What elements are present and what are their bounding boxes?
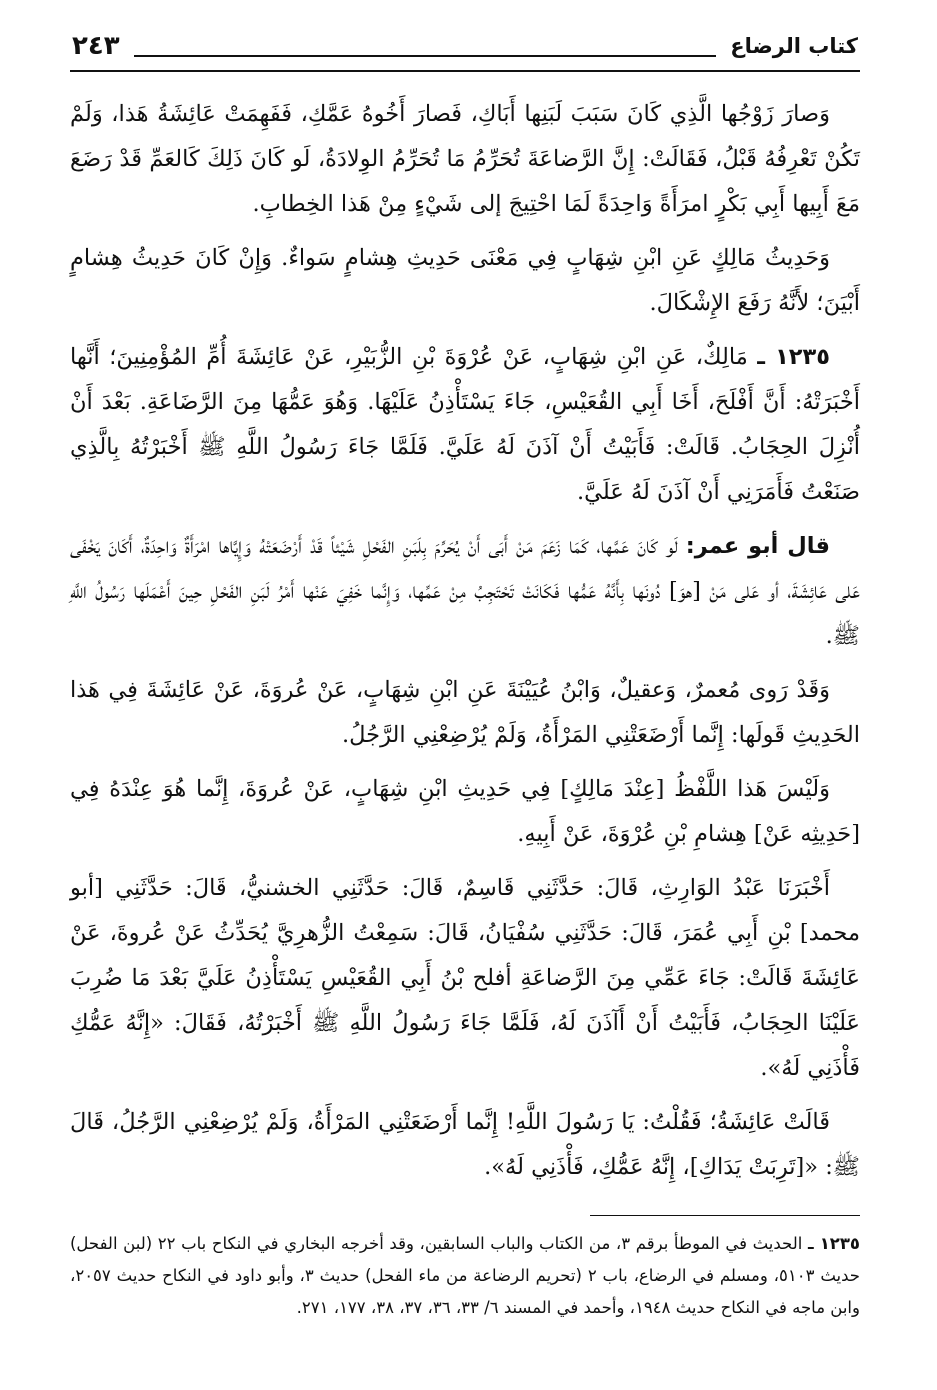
commentator-label: قال أبو عمر:: [685, 533, 830, 559]
footnote-number: ١٢٣٥ ـ: [807, 1234, 860, 1253]
running-title: كتاب الرضاع: [730, 34, 858, 58]
paragraph: [70, 236, 860, 326]
paragraph-text: أَخْبَرَنَا عَبْدُ الوَارِثِ، قَالَ: حَدَّثَنِي قَاسِمٌ، قَالَ: حَدَّثَنِي الخشنيُّ، قَالَ: حَدَّثَنِي [أبو محمد] بْنِ أَبِي عُمَرَ، قَالَ: حَدَّثَنِي سُفْيَانُ، قَالَ: سَمِعْتُ الزُّهرِيَّ يُحَدِّثُ عَنْ عُروةَ، عَنْ عَائِشَةَ قَالَتْ: جَاءَ عَمِّي مِنَ الرَّضاعَةِ أفلح بْنُ أَبِي القُعَيْسِ يَسْتَأْذِنُ عَلَيَّ بَعْدَ مَا ضُرِبَ عَلَيْنَا الحِجَابُ، فَأَبَيْتُ أَنْ أَآذَنَ لَهُ، فَلَمَّا جَاءَ رَسُولُ اللَّهِ ﷺ أَخْبَرْتُهُ، فَقَالَ: «إِنَّهُ عَمُّكِ فَأْذَنِي لَهُ».: [70, 875, 860, 1081]
footnote-section: [70, 1199, 860, 1324]
page-header: [70, 22, 860, 72]
page-number: ٢٤٣: [72, 31, 120, 61]
paragraph-text: وَلَيْسَ هَذا اللَّفْظُ [عِنْدَ مَالِكٍ] فِي حَدِيثِ ابْنِ شِهَابٍ، عَنْ عُروَةَ، إِنَّما هُوَ عِنْدَهُ فِي [حَدِيثِه عَنْ] هِشامِ بْنِ عُرْوَةَ، عَنْ أَبِيهِ.: [70, 776, 860, 847]
footnote-rule: [590, 1215, 860, 1216]
paragraph-text: وَحَدِيثُ مَالِكٍ عَنِ ابْنِ شِهَابٍ فِي مَعْنَى حَدِيثِ هِشامٍ سَواءٌ. وَإِنْ كَانَ حَدِيثُ هِشامٍ أَبْيَنَ؛ لأَنَّهُ رَفَعَ الإِشْكَالَ.: [70, 245, 860, 316]
paragraph-text: مَالِكٌ، عَنِ ابْنِ شِهَابٍ، عَنْ عُرْوَةَ بْنِ الزُّبَيْرِ، عَنْ عَائِشَةَ أُمِّ المُؤْمِنِينَ؛ أَنَّها أَخْبَرَتْهُ: أَنَّ أَفْلَحَ، أَخَا أَبِي القُعَيْسِ، جَاءَ يَسْتَأْذِنُ عَلَيْهَا. وَهُوَ عَمُّهَا مِنَ الرَّضَاعَةِ. بَعْدَ أَنْ أُنْزِلَ الحِجَابُ. قَالَتْ: فَأَبَيْتُ أَنْ آذَنَ لَهُ عَلَيَّ. فَلَمَّا جَاءَ رَسُولُ اللَّهِ ﷺ أَخْبَرْتُهُ بِالَّذِي صَنَعْتُ فَأَمَرَنِي أَنْ آذَنَ لَهُ عَلَيَّ.: [70, 344, 860, 505]
header-rule: [134, 55, 717, 57]
paragraph-text: قَالَتْ عَائِشَةُ؛ فَقُلْتُ: يَا رَسُولَ اللَّهِ! إِنَّما أَرْضَعَتْنِي المَرْأَةُ، وَلَمْ يُرْضِعْنِي الرَّجُلُ، قَالَ ﷺ: «[تَرِبَتْ يَدَاكِ]، إِنَّهُ عَمُّكِ، فَأْذَنِي لَهُ».: [70, 1109, 860, 1180]
footnote-text: الحديث في الموطأ برقم ٣، من الكتاب والباب السابقين، وقد أخرجه البخاري في النكاح باب ٢٢ (لبن الفحل) حديث ٥١٠٣، ومسلم في الرضاع، باب ٢ (تحريم الرضاعة من ماء الفحل) حديث ٣، وأبو داود في النكاح حديث ٢٠٥٧، وابن ماجه في النكاح حديث ١٩٤٨، وأحمد في المسند ٦/ ٣٣، ٣٦، ٣٧، ٣٨، ١٧٧، ٢٧١.: [70, 1234, 860, 1317]
paragraph: [70, 1100, 860, 1190]
hadith-number: ١٢٣٥ ـ: [757, 344, 830, 370]
commentary-paragraph: [70, 524, 860, 659]
main-text: [70, 92, 860, 1190]
paragraph: [70, 866, 860, 1091]
paragraph-text: لَو كَانَ عَمَّها، كَمَا زَعَمَ مَنْ أَبَى أَنْ يُحَرِّمَ بِلَبَنِ الفَحْلِ شَيْئاً قَدْ أَرْضَعَتْهُ وَإِيَّاها امْرَأَةٌ وَاحِدَةٌ، أَكَانَ يَخْفَى عَلى عَائِشَةَ، أو عَلى مَنْ [هوَ] دُونَها بِأَنَّهُ عَمُّها فَكَانَتْ تَحْتَجِبُ مِنْ عَمِّها، وَإِنَّما خَفِيَ عَنْها أَمْرُ لَبَنِ الفَحْلِ حِينَ أَعْمَلَها رَسُولُ اللَّهِ ﷺ.: [70, 533, 860, 649]
paragraph: [70, 767, 860, 857]
paragraph-text: وَقَدْ رَوى مُعمرٌ، وَعقيلٌ، وَابْنُ عُيَيْنَةَ عَنِ ابْنِ شِهَابٍ، عَنْ عُروَةَ، عَنْ عَائِشَةَ فِي هَذا الحَدِيثِ قَولَها: إِنَّما أَرْضَعَتْنِي المَرْأَةُ، وَلَمْ يُرْضِعْنِي الرَّجُلُ.: [70, 677, 860, 748]
paragraph: [70, 668, 860, 758]
footnote: [70, 1228, 860, 1324]
hadith-paragraph: [70, 335, 860, 515]
paragraph-text: وَصارَ زَوْجُها الَّذِي كَانَ سَبَبَ لَبَنِها أَبَاكِ، فَصارَ أَخُوهُ عَمَّكِ، فَفَهِمَتْ عَائِشَةُ هَذا، وَلَمْ تَكُنْ تَعْرِفُهُ قَبْلُ، فَقَالَتْ: إِنَّ الرَّضاعَةَ تُحَرِّمُ مَا تُحَرِّمُ الوِلادَةُ، لَو كَانَ ذَلِكَ كَالعَمِّ قَدْ رَضَعَ مَعَ أَبِيها أَبِي بَكْرٍ امرَأَةً وَاحِدَةً لَمَا احْتِيجَ إلى شَيْءٍ مِنْ هَذا الخِطابِ.: [70, 101, 860, 217]
paragraph: [70, 92, 860, 227]
document-page: [70, 22, 860, 1372]
